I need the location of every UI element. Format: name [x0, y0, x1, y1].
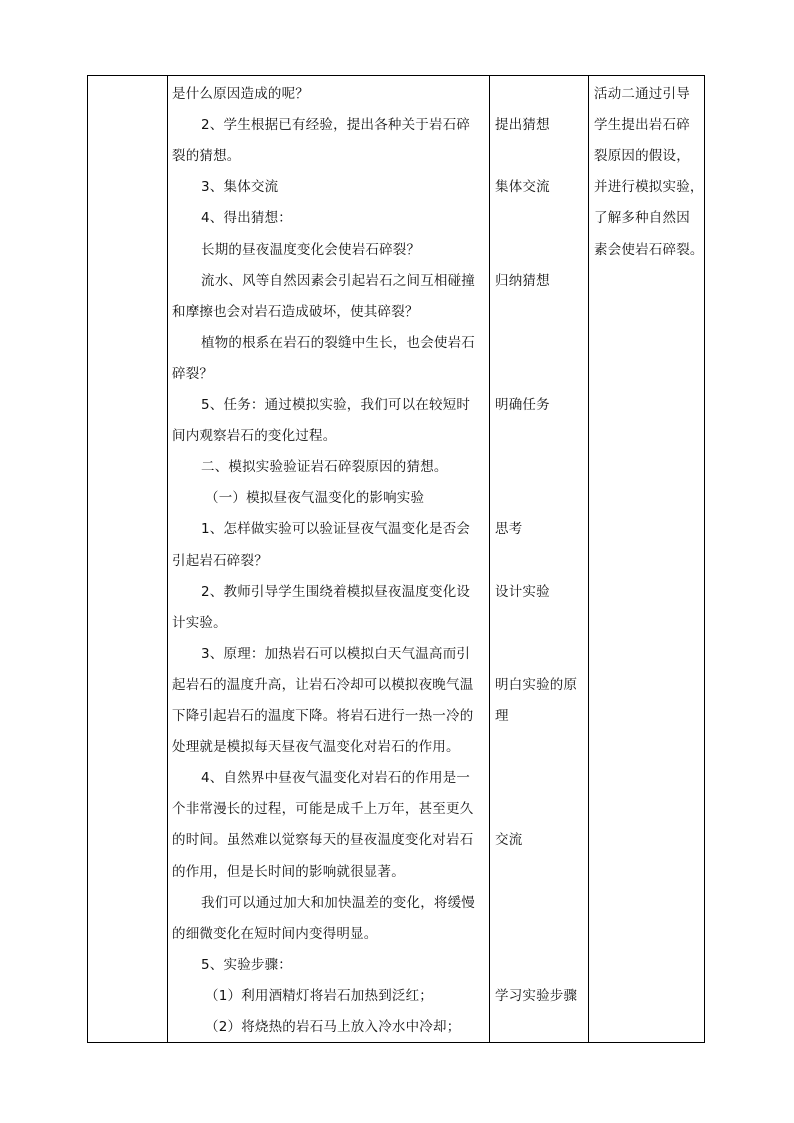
teaching-text-line: 1、怎样做实验可以验证昼夜气温变化是否会	[201, 521, 471, 538]
teaching-text-line: 和摩擦也会对岩石造成破坏，使其碎裂？	[172, 303, 419, 320]
student-activity-label: 集体交流	[495, 179, 550, 196]
teaching-text-line: （1）利用酒精灯将岩石加热到泛红；	[205, 987, 433, 1004]
teaching-text-line: （一）模拟昼夜气温变化的影响实验	[205, 490, 425, 507]
column-divider-3	[588, 75, 589, 1043]
teaching-text-line: 2、学生根据已有经验，提出各种关于岩石碎	[201, 117, 471, 134]
design-note-line: 素会使岩石碎裂。	[594, 241, 704, 258]
teaching-text-line: 处理就是模拟每天昼夜气温变化对岩石的作用。	[172, 739, 460, 756]
student-activity-label: 思考	[495, 521, 523, 538]
teaching-text-line: 长期的昼夜温度变化会使岩石碎裂？	[201, 241, 421, 258]
design-note-line: 学生提出岩石碎	[594, 117, 690, 134]
teaching-text-line: 计实验。	[172, 614, 227, 631]
teaching-text-line: 5、实验步骤：	[201, 956, 292, 973]
teaching-text-line: 4、自然界中昼夜气温变化对岩石的作用是一	[201, 770, 471, 787]
design-note-line: 活动二通过引导	[594, 86, 690, 102]
teaching-text-line: 起岩石的温度升高，让岩石冷却可以模拟夜晚气温	[172, 676, 474, 693]
design-note-line: 并进行模拟实验，	[594, 179, 704, 196]
teaching-text-line: （2）将烧热的岩石马上放入冷水中冷却；	[205, 1019, 461, 1035]
teaching-text-line: 下降引起岩石的温度下降。将岩石进行一热一冷的	[172, 708, 474, 724]
teaching-text-line: 是什么原因造成的呢？	[172, 86, 309, 102]
student-activity-label: 归纳猜想	[495, 272, 550, 289]
student-activity-label: 学习实验步骤	[495, 987, 578, 1004]
teaching-text-line: 3、原理：加热岩石可以模拟白天气温高而引	[201, 645, 471, 662]
teaching-text-line: 4、得出猜想：	[201, 210, 292, 227]
teaching-text-line: 的细微变化在短时间内变得明显。	[172, 925, 378, 942]
column-divider-1	[167, 75, 168, 1043]
teaching-text-line: 间内观察岩石的变化过程。	[172, 428, 337, 445]
student-activity-label: 提出猜想	[495, 117, 550, 134]
teaching-text-line: 碎裂？	[172, 365, 214, 382]
teaching-text-line: 二、模拟实验验证岩石碎裂原因的猜想。	[201, 459, 448, 476]
student-activity-label: 理	[495, 708, 509, 724]
teaching-text-line: 裂的猜想。	[172, 148, 241, 165]
teaching-text-line: 2、教师引导学生围绕着模拟昼夜温度变化设	[201, 583, 471, 600]
teaching-text-line: 的时间。虽然难以觉察每天的昼夜温度变化对岩石	[172, 832, 474, 849]
student-activity-label: 明确任务	[495, 397, 550, 413]
teaching-text-line: 流水、风等自然因素会引起岩石之间互相碰撞	[201, 272, 475, 289]
student-activity-label: 设计实验	[495, 583, 550, 600]
teaching-text-line: 3、集体交流	[201, 179, 279, 196]
design-note-line: 了解多种自然因	[594, 210, 690, 227]
teaching-text-line: 我们可以通过加大和加快温差的变化，将缓慢	[201, 894, 475, 911]
teaching-text-line: 植物的根系在岩石的裂缝中生长，也会使岩石	[201, 334, 475, 351]
teaching-text-line: 的作用，但是长时间的影响就很显著。	[172, 863, 405, 880]
student-activity-label: 交流	[495, 832, 523, 849]
teaching-text-line: 5、任务：通过模拟实验，我们可以在较短时	[201, 397, 471, 413]
student-activity-label: 明白实验的原	[495, 676, 578, 693]
teaching-text-line: 个非常漫长的过程，可能是成千上万年，甚至更久	[172, 801, 474, 818]
teaching-text-line: 引起岩石碎裂？	[172, 552, 268, 569]
column-divider-2	[489, 75, 490, 1043]
design-note-line: 裂原因的假设，	[594, 148, 690, 165]
